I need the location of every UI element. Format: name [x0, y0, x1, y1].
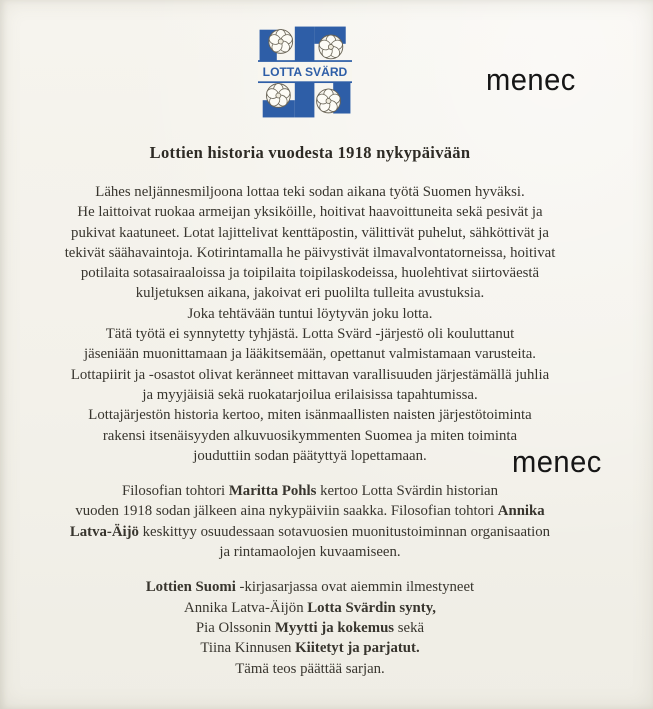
text-segment: Annika Latva-Äijön: [184, 599, 308, 616]
text-segment: vuoden 1918 sodan jälkeen aina nykypäiviin saakka. Filosofian tohtori: [75, 503, 498, 520]
text-segment: Pia Olssonin: [195, 619, 275, 636]
text-segment: kertoo Lotta Svärdin historian: [316, 483, 499, 500]
text-segment: sekä: [394, 619, 425, 636]
text-segment: tekivät säähavaintoja. Kotirintamalla he päivystivät ilmavalvontatorneissa, hoitivat: [64, 244, 556, 261]
watermark-menec-top: menec: [486, 62, 576, 97]
page-title: Lottien historia vuodesta 1918 nykypäivään: [149, 143, 471, 162]
text-segment: -kirjasarjassa ovat aiemmin ilmestyneet: [235, 579, 475, 596]
bold-text-segment: Myytti ja kokemus: [274, 619, 395, 636]
rose-icon: [318, 35, 344, 59]
bold-text-segment: Lottien Suomi: [145, 579, 236, 596]
text-segment: Tätä työtä ei synnytetty tyhjästä. Lotta Svärd -järjestö oli kouluttanut: [105, 326, 515, 343]
text-line: [30, 598, 590, 618]
text-line: [30, 324, 590, 344]
text-segment: Joka tehtävään tuntui löytyvän joku lotta.: [187, 305, 433, 322]
text-segment: Tämä teos päättää sarjan.: [235, 660, 385, 677]
text-line: [30, 344, 590, 364]
bold-text-segment: Annika: [497, 503, 545, 520]
text-line: [30, 501, 590, 521]
text-segment: He laittoivat ruokaa armeijan yksiköille, hoitivat haavoittuneita sekä pesivät ja: [77, 204, 543, 221]
text-segment: Tiina Kinnusen: [200, 640, 296, 657]
text-line: [30, 618, 590, 638]
bold-text-segment: Lotta Svärdin synty,: [307, 599, 436, 616]
text-segment: kuljetuksen aikana, jakoivat eri puolilta tulleita avustuksia.: [135, 285, 485, 302]
text-segment: ja myyjäisiä sekä ruokatarjoilua erilaisissa tapahtumissa.: [142, 386, 478, 403]
text-line: [30, 542, 590, 562]
logo-text: LOTTA SVÄRD: [262, 65, 348, 79]
text-line: [30, 304, 590, 324]
text-line: [30, 638, 590, 658]
text-line: [30, 263, 590, 283]
text-segment: keskittyy osuudessaan sotavuosien muonitustoiminnan organisaation: [138, 523, 551, 540]
text-line: [30, 426, 590, 446]
text-segment: jouduttiin sodan päätyttyä lopettamaan.: [193, 447, 427, 464]
bold-text-segment: Latva-Äijö: [69, 523, 139, 540]
paragraph: [30, 182, 590, 466]
text-segment: rakensi itsenäisyyden alkuvuosikymmenten Suomea ja miten toiminta: [102, 427, 518, 444]
text-line: [30, 223, 590, 243]
text-line: [30, 659, 590, 679]
text-line: [30, 481, 590, 501]
text-line: [30, 385, 590, 405]
text-line: [30, 446, 590, 466]
text-line: [30, 182, 590, 202]
text-segment: Lottapiirit ja -osastot olivat keränneet mittavan varallisuuden järjestämällä juhlia: [70, 366, 550, 383]
paragraph: [30, 481, 590, 562]
text-segment: Filosofian tohtori: [121, 483, 229, 500]
text-segment: jäseniään muonittamaan ja lääkitsemään, opettanut valmistamaan varusteita.: [84, 346, 536, 363]
body-text: [30, 182, 590, 679]
text-line: [30, 202, 590, 222]
bold-text-segment: Kiitetyt ja parjatut.: [295, 640, 420, 657]
text-line: [30, 243, 590, 263]
lotta-svard-logo: [258, 25, 352, 119]
paragraph: [30, 577, 590, 678]
text-segment: pukivat kaatuneet. Lotat lajittelivat kenttäpostin, välittivät puhelut, sähköttivät ja: [71, 224, 549, 241]
text-line: [30, 522, 590, 542]
text-segment: Lottajärjestön historia kertoo, miten isänmaallisten naisten järjestötoiminta: [88, 407, 532, 424]
text-line: [30, 365, 590, 385]
watermark-menec-middle: menec: [512, 444, 602, 479]
text-line: [30, 283, 590, 303]
text-segment: ja rintamaolojen kuvaamiseen.: [219, 544, 401, 561]
text-segment: Lähes neljännesmiljoona lottaa teki sodan aikana työtä Suomen hyväksi.: [95, 184, 525, 200]
bold-text-segment: Maritta Pohls: [228, 483, 317, 500]
text-line: [30, 577, 590, 597]
text-line: [30, 405, 590, 425]
text-segment: potilaita sotasairaaloissa ja toipilaita toipilaskodeissa, huolehtivat siirtoväestä: [80, 265, 540, 282]
